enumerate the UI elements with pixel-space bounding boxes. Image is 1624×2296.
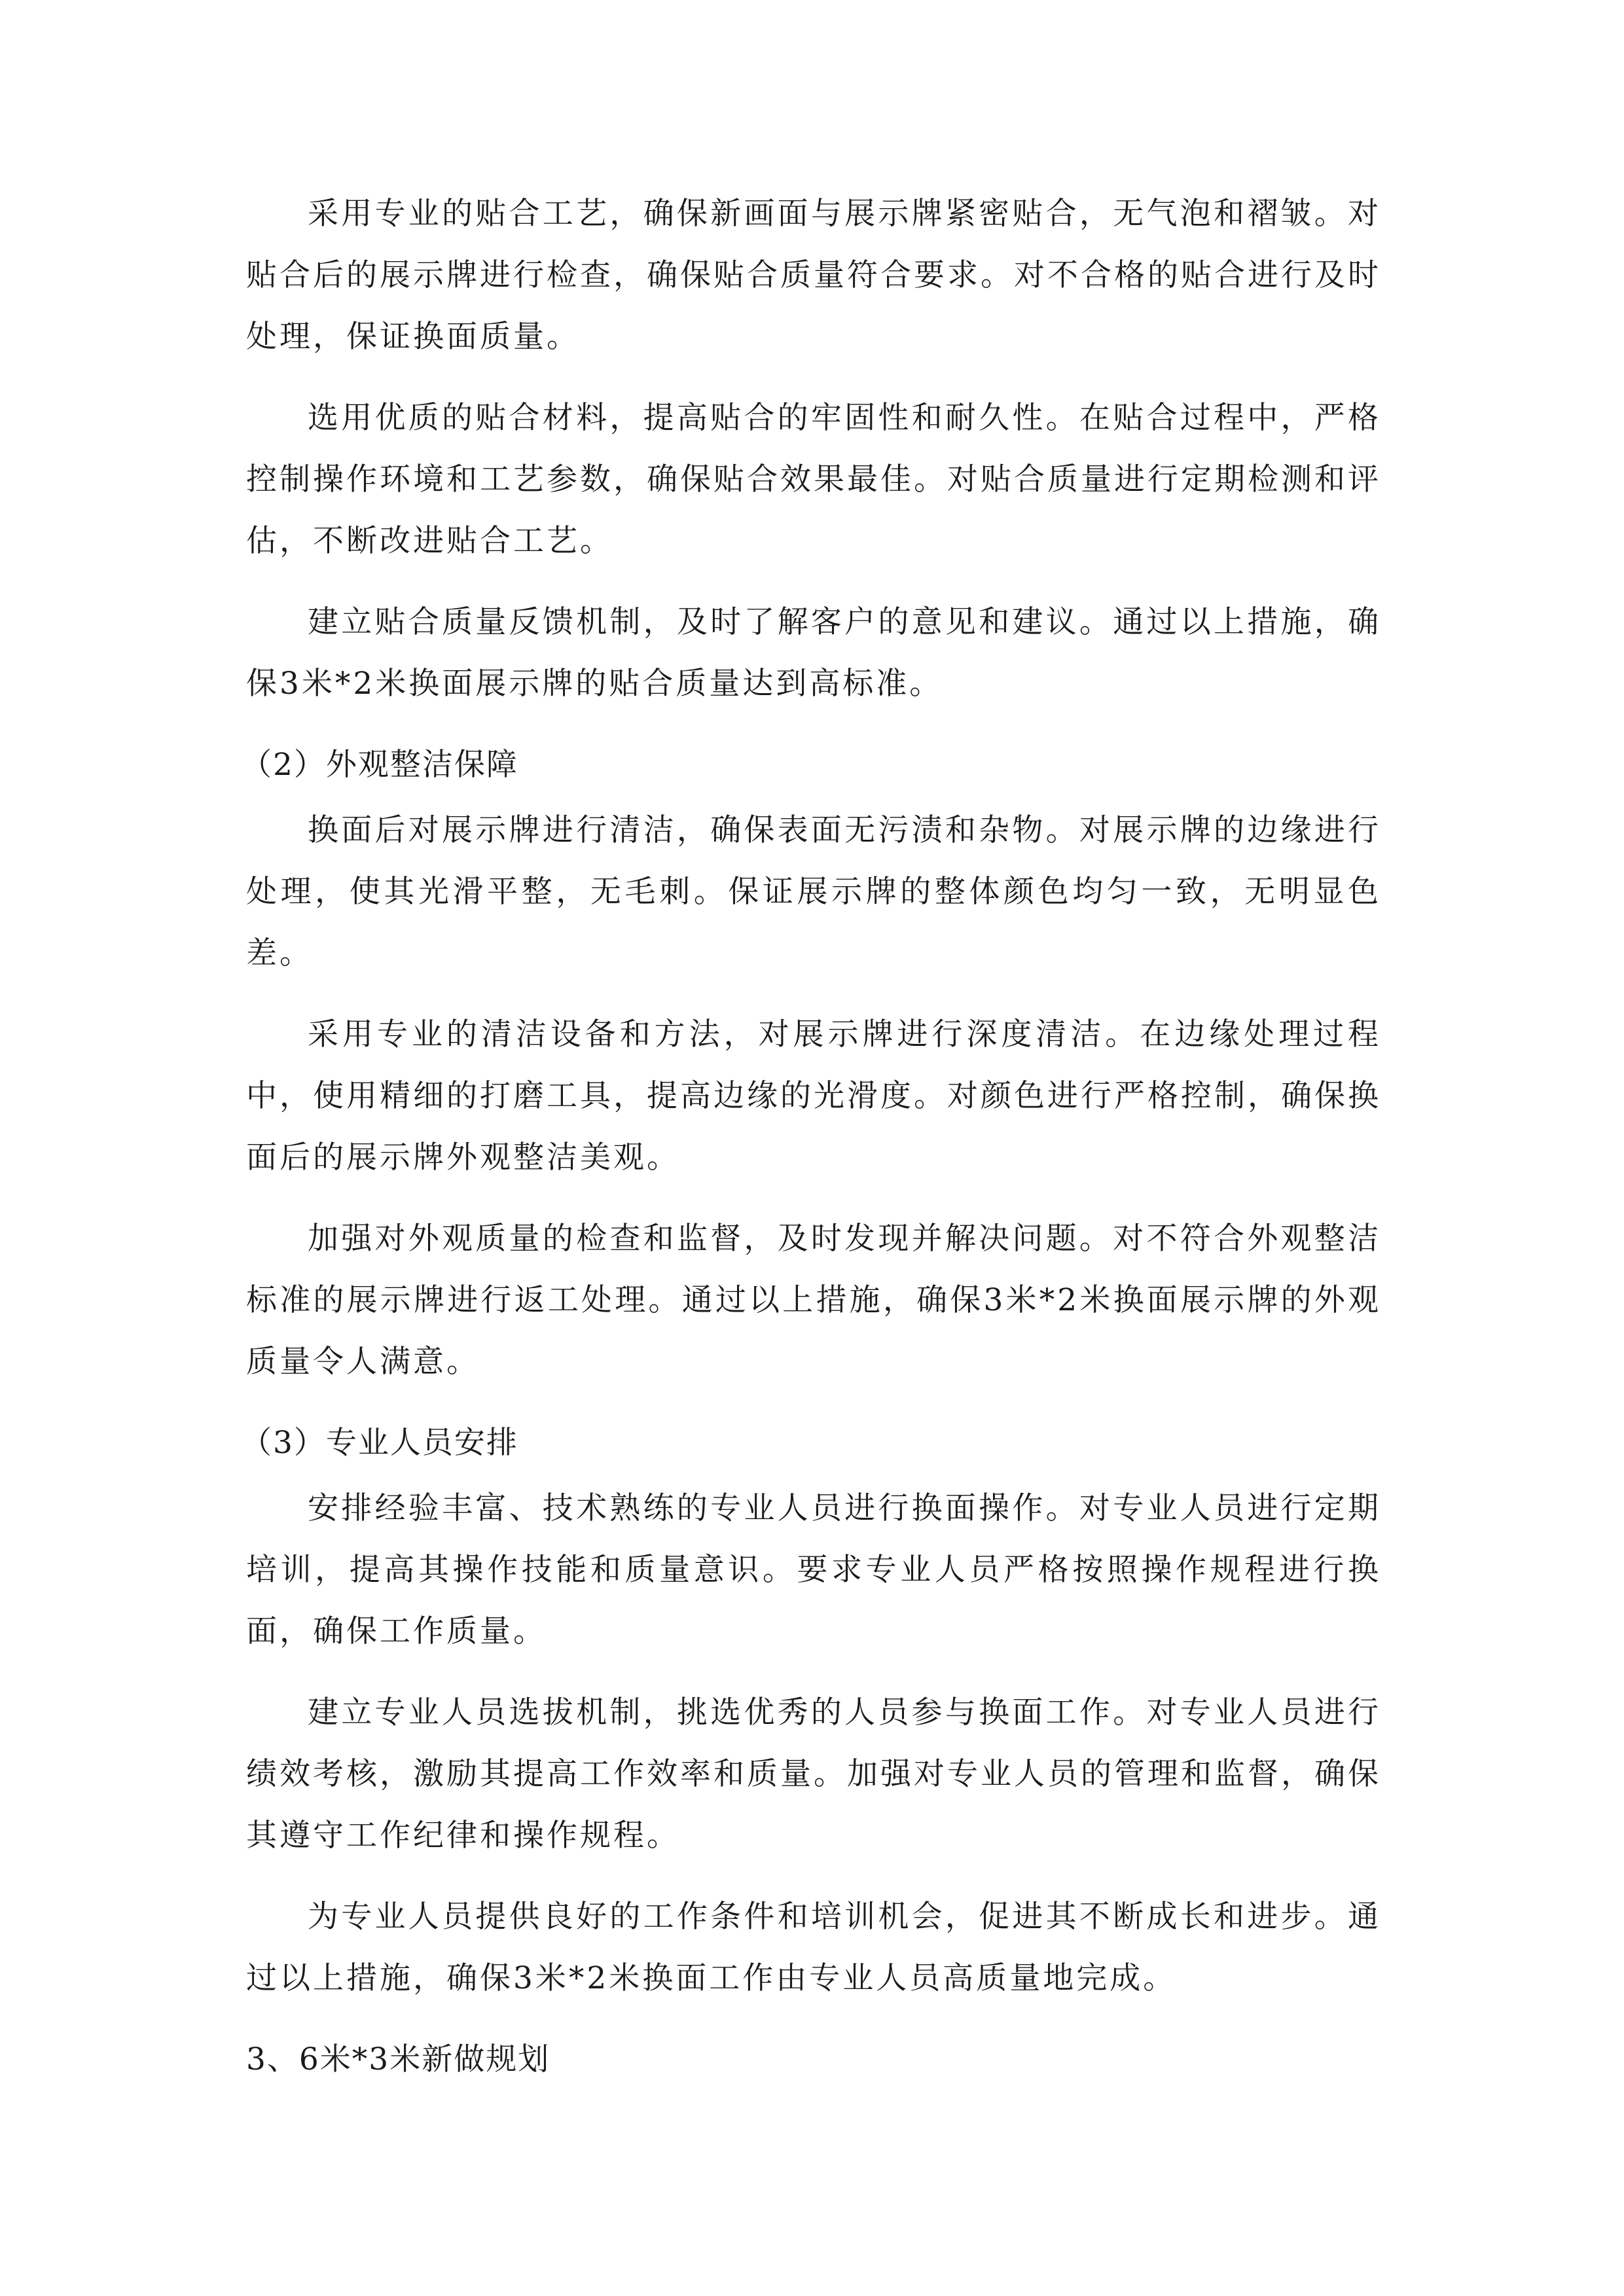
document-body — [241, 183, 1381, 2090]
section-heading: 3、6米*3米新做规划 — [246, 2041, 550, 2077]
paragraph: 建立贴合质量反馈机制，及时了解客户的意见和建议。通过以上措施，确保3米*2米换面展示牌的贴合质量达到高标准。 — [246, 604, 1381, 702]
paragraph: 安排经验丰富、技术熟练的专业人员进行换面操作。对专业人员进行定期培训，提高其操作技能和质量意识。要求专业人员严格按照操作规程进行换面，确保工作质量。 — [246, 1490, 1381, 1649]
paragraph: 采用专业的清洁设备和方法，对展示牌进行深度清洁。在边缘处理过程中，使用精细的打磨工具，提高边缘的光滑度。对颜色进行严格控制，确保换面后的展示牌外观整洁美观。 — [246, 1016, 1381, 1175]
paragraph: 换面后对展示牌进行清洁，确保表面无污渍和杂物。对展示牌的边缘进行处理，使其光滑平整，无毛刺。保证展示牌的整体颜色均匀一致，无明显色差。 — [246, 812, 1381, 971]
paragraph: 为专业人员提供良好的工作条件和培训机会，促进其不断成长和进步。通过以上措施，确保3米*2米换面工作由专业人员高质量地完成。 — [246, 1899, 1381, 1996]
subsection-heading-exterior: （2）外观整洁保障 — [241, 747, 518, 783]
paragraph: 加强对外观质量的检查和监督，及时发现并解决问题。对不符合外观整洁标准的展示牌进行返工处理。通过以上措施，确保3米*2米换面展示牌的外观质量令人满意。 — [246, 1221, 1381, 1380]
paragraph: 建立专业人员选拔机制，挑选优秀的人员参与换面工作。对专业人员进行绩效考核，激励其提高工作效率和质量。加强对专业人员的管理和监督，确保其遵守工作纪律和操作规程。 — [246, 1695, 1381, 1854]
paragraph: 采用专业的贴合工艺，确保新画面与展示牌紧密贴合，无气泡和褶皱。对贴合后的展示牌进行检查，确保贴合质量符合要求。对不合格的贴合进行及时处理，保证换面质量。 — [246, 196, 1381, 355]
paragraph: 选用优质的贴合材料，提高贴合的牢固性和耐久性。在贴合过程中，严格控制操作环境和工艺参数，确保贴合效果最佳。对贴合质量进行定期检测和评估，不断改进贴合工艺。 — [246, 400, 1381, 559]
subsection-heading-staff: （3）专业人员安排 — [241, 1425, 518, 1461]
